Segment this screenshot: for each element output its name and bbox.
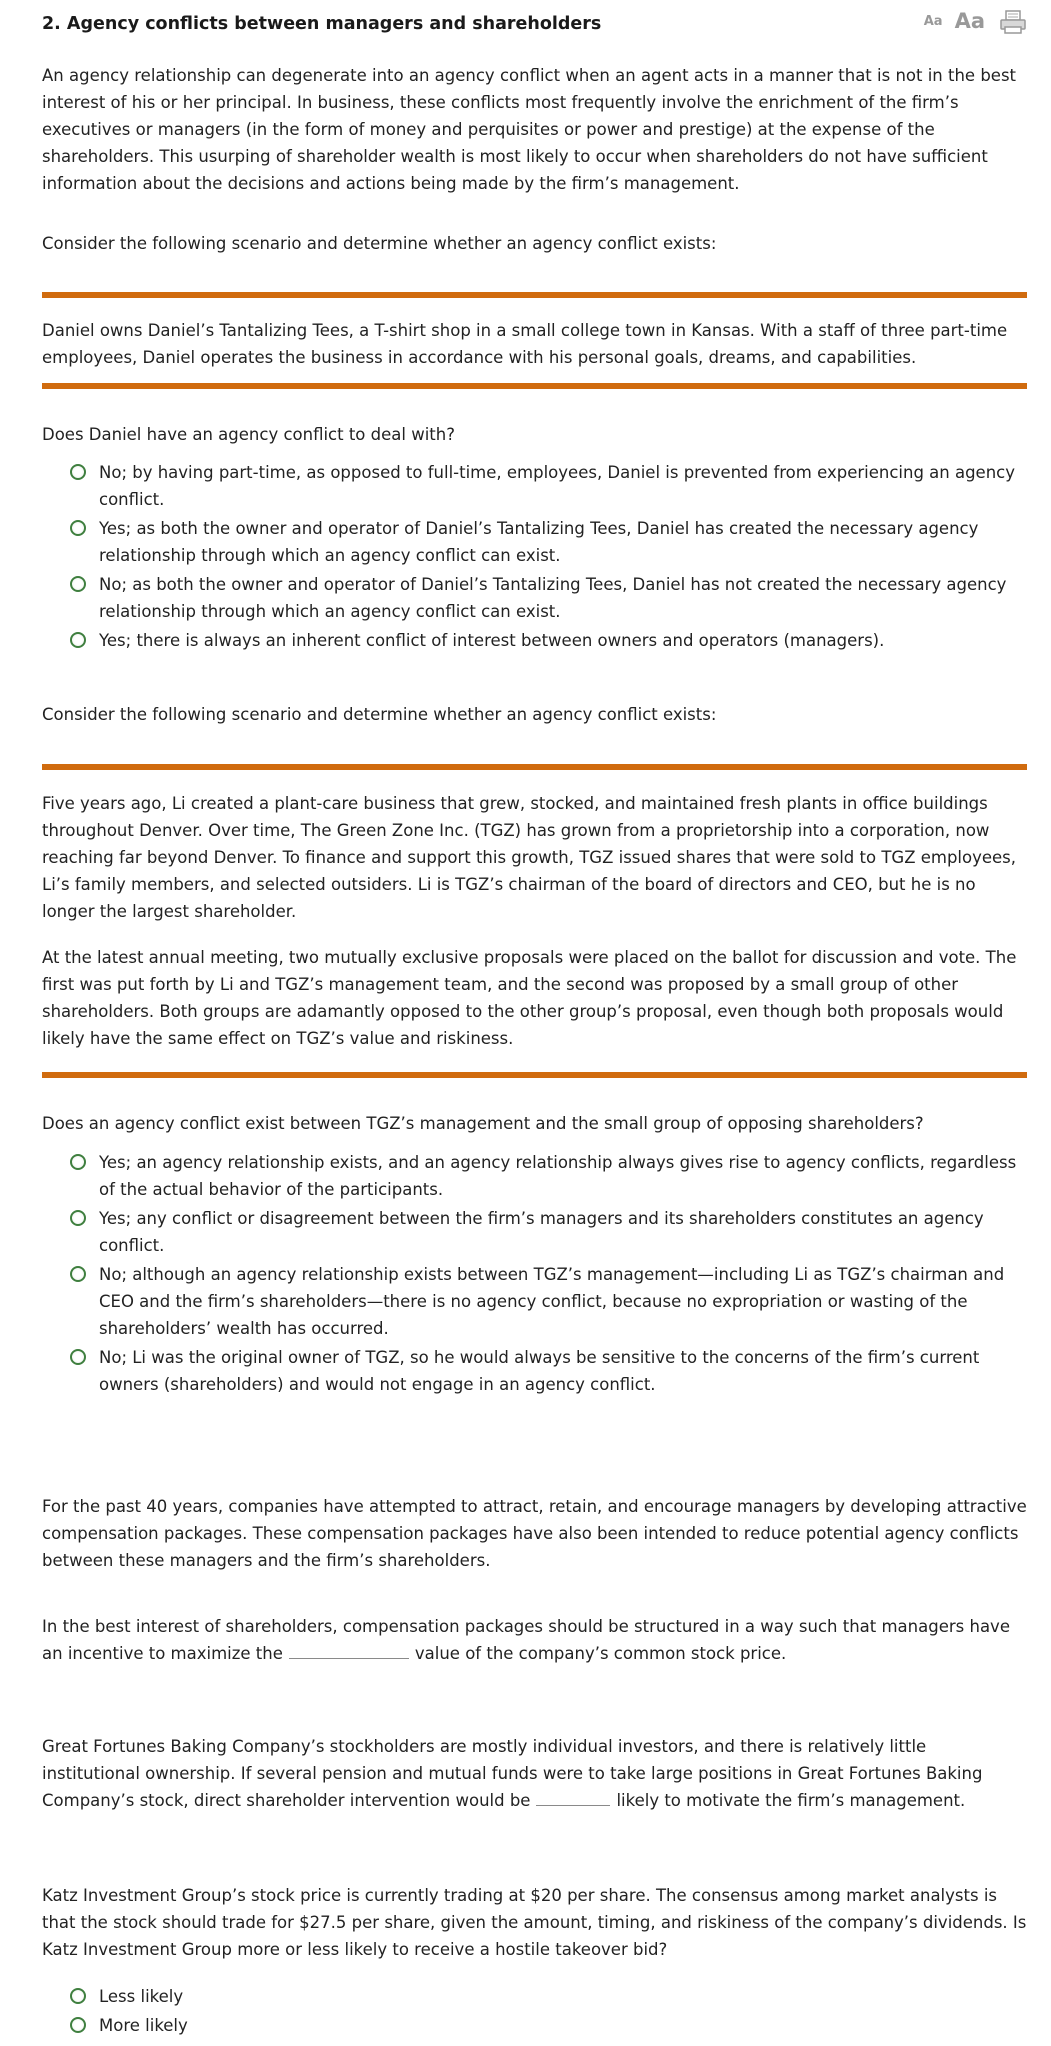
compensation-question-text: In the best interest of shareholders, compensation packages should be structured in a way such that managers have an incentive to maximize the — [42, 1617, 1010, 1663]
radio-button[interactable] — [70, 1988, 86, 2004]
question-text-2: Does an agency conflict exist between TGZ’s management and the small group of opposing shareholders? — [42, 1114, 924, 1133]
fill-in-blank[interactable] — [289, 1642, 409, 1659]
option-label: Yes; as both the owner and operator of Daniel’s Tantalizing Tees, Daniel has created the necessary agency relationship through which an agency conflict can exist. — [99, 519, 979, 565]
increase-font-button[interactable]: Aa — [954, 9, 985, 33]
scenario-prompt-2: Consider the following scenario and determine whether an agency conflict exists: — [42, 705, 717, 724]
fill-in-blank[interactable] — [536, 1789, 610, 1806]
option-label: Less likely — [99, 1987, 184, 2006]
option-label: Yes; there is always an inherent conflict of interest between owners and operators (managers). — [99, 631, 885, 650]
answer-option[interactable] — [70, 459, 1027, 513]
toolbar — [924, 8, 1027, 35]
intro-paragraph: An agency relationship can degenerate into an agency conflict when an agent acts in a manner that is not in the best interest of his or her principal. In business, these conflicts most frequently involve the enrichment of the firm’s executives or managers (in the form of money and perquisites or power and prestige) at the expense of the shareholders. This usurping of shareholder wealth is most likely to occur when shareholders do not have sufficient information about the decisions and actions being made by the firm’s management. — [42, 66, 1017, 193]
answer-options-2 — [70, 1149, 1027, 1400]
baking-question-text: Great Fortunes Baking Company’s stockholders are mostly individual investors, and there is relatively little institutional ownership. If several pension and mutual funds were to take large positions in Great Fortunes Baking Company’s stock, direct shareholder intervention would be — [42, 1737, 983, 1810]
radio-button[interactable] — [70, 520, 86, 536]
answer-option[interactable] — [70, 1983, 1027, 2010]
radio-button[interactable] — [70, 1266, 86, 1282]
question-title: 2. Agency conflicts between managers and shareholders — [42, 14, 602, 34]
compensation-question — [42, 1613, 1027, 1667]
answer-option[interactable] — [70, 1149, 1027, 1203]
answer-option[interactable] — [70, 2012, 1027, 2039]
scenario-text-1: Daniel owns Daniel’s Tantalizing Tees, a T-shirt shop in a small college town in Kansas. With a staff of three part-time employees, Daniel operates the business in accordance with his personal goals, dreams, and capabilities. — [42, 321, 1008, 367]
answer-option[interactable] — [70, 1344, 1027, 1398]
compensation-paragraph: For the past 40 years, companies have attempted to attract, retain, and encourage managers by developing attractive compensation packages. These compensation packages have also been intended to reduce potential agency conflicts between these managers and the firm’s shareholders. — [42, 1497, 1027, 1570]
decrease-font-button[interactable]: Aa — [923, 14, 943, 29]
katz-question: Katz Investment Group’s stock price is currently trading at $20 per share. The consensus among market analysts is that the stock should trade for $27.5 per share, given the amount, timing, and riskiness of the company’s dividends. Is Katz Investment Group more or less likely to receive a hostile takeover bid? — [42, 1886, 1027, 1959]
radio-button[interactable] — [70, 2017, 86, 2033]
answer-option[interactable] — [70, 1261, 1027, 1342]
option-label: No; by having part-time, as opposed to full-time, employees, Daniel is prevented from experiencing an agency conflict. — [99, 463, 1015, 509]
answer-option[interactable] — [70, 515, 1027, 569]
radio-button[interactable] — [70, 1349, 86, 1365]
option-label: More likely — [99, 2016, 188, 2035]
answer-option[interactable] — [70, 627, 1027, 654]
scenario-text-2a: Five years ago, Li created a plant-care business that grew, stocked, and maintained fresh plants in office buildings throughout Denver. Over time, The Green Zone Inc. (TGZ) has grown from a proprietorship into a corporation, now reaching far beyond Denver. To finance and support this growth, TGZ issued shares that were sold to TGZ employees, Li’s family members, and selected outsiders. Li is TGZ’s chairman of the board of directors and CEO, but he is no longer the largest shareholder. — [42, 794, 1017, 921]
radio-button[interactable] — [70, 1154, 86, 1170]
scenario-divider — [42, 764, 1027, 770]
scenario-divider — [42, 383, 1027, 389]
scenario-prompt-1: Consider the following scenario and determine whether an agency conflict exists: — [42, 234, 717, 253]
answer-option[interactable] — [70, 1205, 1027, 1259]
answer-options-1 — [70, 459, 1027, 656]
baking-question — [42, 1733, 1027, 1814]
option-label: No; as both the owner and operator of Daniel’s Tantalizing Tees, Daniel has not created the necessary agency relationship through which an agency conflict can exist. — [99, 575, 1007, 621]
radio-button[interactable] — [70, 464, 86, 480]
radio-button[interactable] — [70, 632, 86, 648]
print-icon[interactable] — [999, 10, 1027, 34]
option-label: Yes; an agency relationship exists, and an agency relationship always gives rise to agency conflicts, regardless of the actual behavior of the participants. — [99, 1153, 1017, 1199]
answer-options-3 — [70, 1983, 1027, 2041]
option-label: No; Li was the original owner of TGZ, so he would always be sensitive to the concerns of the firm’s current owners (shareholders) and would not engage in an agency conflict. — [99, 1348, 980, 1394]
baking-question-text: likely to motivate the firm’s management. — [616, 1791, 966, 1810]
option-label: No; although an agency relationship exists between TGZ’s management—including Li as TGZ’s chairman and CEO and the firm’s shareholders—there is no agency conflict, because no expropriation or wasting of the shareholders’ wealth has occurred. — [99, 1265, 1005, 1338]
radio-button[interactable] — [70, 576, 86, 592]
option-label: Yes; any conflict or disagreement between the firm’s managers and its shareholders constitutes an agency conflict. — [99, 1209, 984, 1255]
assignment-content — [42, 8, 1027, 2035]
answer-option[interactable] — [70, 571, 1027, 625]
scenario-text-2b: At the latest annual meeting, two mutually exclusive proposals were placed on the ballot for discussion and vote. The first was put forth by Li and TGZ’s management team, and the second was proposed by a small group of other shareholders. Both groups are adamantly opposed to the other group’s proposal, even though both proposals would likely have the same effect on TGZ’s value and riskiness. — [42, 948, 1017, 1048]
question-text-1: Does Daniel have an agency conflict to deal with? — [42, 425, 455, 444]
scenario-divider — [42, 292, 1027, 298]
scenario-divider — [42, 1072, 1027, 1078]
compensation-question-text: value of the company’s common stock price. — [414, 1644, 787, 1663]
radio-button[interactable] — [70, 1210, 86, 1226]
question-header — [42, 8, 1027, 42]
